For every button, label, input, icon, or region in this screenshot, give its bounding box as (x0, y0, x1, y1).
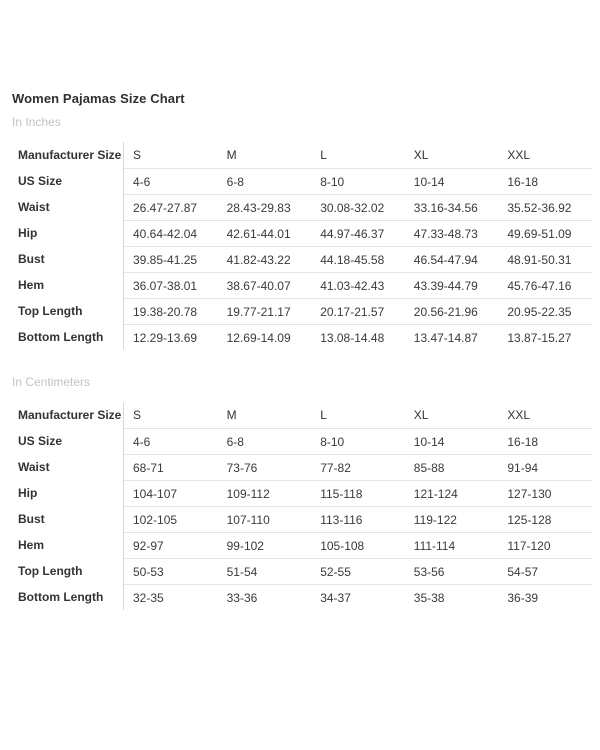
row-values (124, 506, 592, 532)
size-value-cell: 20.56-21.96 (413, 304, 478, 319)
row-values (124, 142, 592, 168)
table-row (12, 558, 592, 584)
row-values (124, 558, 592, 584)
size-value-cell: 53-56 (413, 564, 445, 579)
size-value-cell: 13.08-14.48 (320, 330, 385, 345)
row-values (124, 298, 592, 324)
size-value-cell: 109-112 (226, 486, 270, 501)
table-row (12, 506, 592, 532)
table-row (12, 584, 592, 610)
size-value-cell: 49.69-51.09 (507, 226, 572, 241)
size-value-cell: 16-18 (507, 434, 539, 449)
table-header-row (12, 142, 592, 168)
size-value-cell: 4-6 (133, 174, 151, 189)
row-values (124, 194, 592, 220)
table-row (12, 272, 592, 298)
row-label: Hip (12, 220, 124, 246)
size-value-cell: 36.07-38.01 (133, 278, 198, 293)
row-values (124, 272, 592, 298)
row-label: Bottom Length (12, 584, 124, 610)
size-column-header: S (133, 408, 142, 422)
size-value-cell: 4-6 (133, 434, 151, 449)
row-values (124, 168, 592, 194)
row-values (124, 246, 592, 272)
table-row (12, 220, 592, 246)
size-value-cell: 115-118 (320, 486, 363, 501)
size-value-cell: 52-55 (320, 564, 351, 579)
size-value-cell: 113-116 (320, 512, 363, 527)
size-value-cell: 32-35 (133, 590, 164, 605)
row-label: Waist (12, 454, 124, 480)
size-value-cell: 45.76-47.16 (507, 278, 572, 293)
row-label: Hip (12, 480, 124, 506)
table-row (12, 298, 592, 324)
row-values (124, 532, 592, 558)
row-label: US Size (12, 428, 124, 454)
size-value-cell: 13.47-14.87 (413, 330, 478, 345)
size-value-cell: 28.43-29.83 (226, 200, 291, 215)
size-value-cell: 41.82-43.22 (226, 252, 291, 267)
size-column-header: S (133, 148, 142, 162)
unit-label-inches: In Inches (12, 115, 61, 129)
size-value-cell: 16-18 (507, 174, 539, 189)
table-row (12, 324, 592, 350)
size-value-cell: 102-105 (133, 512, 178, 527)
size-column-header: M (226, 408, 237, 422)
table-row (12, 246, 592, 272)
row-values (124, 324, 592, 350)
size-value-cell: 38.67-40.07 (226, 278, 291, 293)
table-row (12, 480, 592, 506)
row-label: Hem (12, 532, 124, 558)
table-row (12, 532, 592, 558)
size-column-header: XXL (507, 148, 531, 162)
row-label: Bottom Length (12, 324, 124, 350)
size-value-cell: 6-8 (226, 434, 244, 449)
size-value-cell: 68-71 (133, 460, 164, 475)
size-column-header: XL (413, 408, 429, 422)
size-value-cell: 44.97-46.37 (320, 226, 385, 241)
column-header-label: Manufacturer Size (12, 402, 124, 428)
size-value-cell: 30.08-32.02 (320, 200, 385, 215)
size-value-cell: 99-102 (226, 538, 264, 553)
size-value-cell: 26.47-27.87 (133, 200, 198, 215)
size-value-cell: 119-122 (413, 512, 457, 527)
size-value-cell: 33.16-34.56 (413, 200, 478, 215)
row-label: US Size (12, 168, 124, 194)
size-value-cell: 10-14 (413, 434, 445, 449)
size-value-cell: 105-108 (320, 538, 365, 553)
row-label: Top Length (12, 298, 124, 324)
size-value-cell: 104-107 (133, 486, 178, 501)
row-label: Top Length (12, 558, 124, 584)
size-value-cell: 40.64-42.04 (133, 226, 198, 241)
size-value-cell: 117-120 (507, 538, 551, 553)
column-header-label: Manufacturer Size (12, 142, 124, 168)
table-row (12, 428, 592, 454)
row-label: Bust (12, 506, 124, 532)
size-value-cell: 34-37 (320, 590, 351, 605)
size-value-cell: 47.33-48.73 (413, 226, 478, 241)
row-label: Bust (12, 246, 124, 272)
size-value-cell: 19.77-21.17 (226, 304, 291, 319)
row-values (124, 402, 592, 428)
size-value-cell: 36-39 (507, 590, 539, 605)
size-value-cell: 35.52-36.92 (507, 200, 572, 215)
size-value-cell: 20.95-22.35 (507, 304, 572, 319)
row-label: Waist (12, 194, 124, 220)
table-row (12, 168, 592, 194)
unit-label-centimeters: In Centimeters (12, 375, 91, 389)
size-value-cell: 42.61-44.01 (226, 226, 291, 241)
size-value-cell: 85-88 (413, 460, 445, 475)
size-column-header: L (320, 148, 327, 162)
size-value-cell: 91-94 (507, 460, 539, 475)
size-value-cell: 20.17-21.57 (320, 304, 385, 319)
size-value-cell: 111-114 (413, 538, 456, 553)
size-value-cell: 12.29-13.69 (133, 330, 198, 345)
size-value-cell: 13.87-15.27 (507, 330, 572, 345)
size-value-cell: 12.69-14.09 (226, 330, 291, 345)
row-values (124, 220, 592, 246)
size-value-cell: 73-76 (226, 460, 258, 475)
size-table-inches (12, 142, 592, 350)
size-column-header: XL (413, 148, 429, 162)
size-value-cell: 127-130 (507, 486, 552, 501)
size-value-cell: 35-38 (413, 590, 445, 605)
page-title: Women Pajamas Size Chart (12, 91, 185, 106)
size-value-cell: 19.38-20.78 (133, 304, 198, 319)
row-values (124, 480, 592, 506)
size-value-cell: 51-54 (226, 564, 258, 579)
size-column-header: XXL (507, 408, 531, 422)
size-value-cell: 48.91-50.31 (507, 252, 572, 267)
size-value-cell: 8-10 (320, 434, 345, 449)
row-values (124, 584, 592, 610)
size-column-header: L (320, 408, 327, 422)
size-table-centimeters (12, 402, 592, 610)
row-values (124, 428, 592, 454)
size-value-cell: 39.85-41.25 (133, 252, 198, 267)
table-header-row (12, 402, 592, 428)
size-value-cell: 41.03-42.43 (320, 278, 385, 293)
size-value-cell: 43.39-44.79 (413, 278, 478, 293)
size-value-cell: 50-53 (133, 564, 164, 579)
size-value-cell: 6-8 (226, 174, 244, 189)
size-value-cell: 10-14 (413, 174, 445, 189)
table-row (12, 454, 592, 480)
size-value-cell: 121-124 (413, 486, 458, 501)
row-values (124, 454, 592, 480)
size-value-cell: 125-128 (507, 512, 552, 527)
size-value-cell: 77-82 (320, 460, 351, 475)
size-value-cell: 107-110 (226, 512, 270, 527)
size-value-cell: 8-10 (320, 174, 345, 189)
size-column-header: M (226, 148, 237, 162)
size-value-cell: 46.54-47.94 (413, 252, 478, 267)
table-row (12, 194, 592, 220)
row-label: Hem (12, 272, 124, 298)
size-value-cell: 33-36 (226, 590, 258, 605)
size-value-cell: 92-97 (133, 538, 164, 553)
size-value-cell: 54-57 (507, 564, 539, 579)
size-value-cell: 44.18-45.58 (320, 252, 385, 267)
